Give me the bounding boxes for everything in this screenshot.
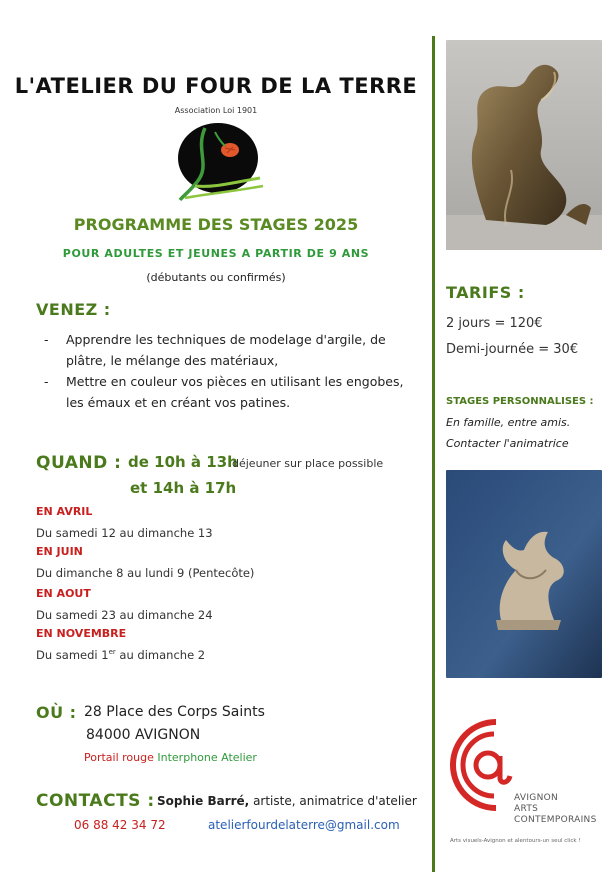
price-two-days: 2 jours = 120€ (446, 316, 543, 331)
venez-list (44, 329, 424, 413)
sculpture-photo-bottom (446, 470, 602, 678)
price-half-day: Demi-journée = 30€ (446, 342, 579, 357)
dates-april: Du samedi 12 au dimanche 13 (36, 526, 213, 540)
month-november: EN NOVEMBRE (36, 627, 127, 640)
custom-stages-heading: STAGES PERSONNALISES : (446, 396, 594, 407)
association-label: Association Loi 1901 (174, 106, 258, 115)
month-april: EN AVRIL (36, 505, 93, 518)
list-item: - Apprendre les techniques de modelage d'argile, de (44, 332, 386, 347)
contact-email[interactable]: atelierfourdelaterre@gmail.com (208, 818, 400, 832)
quand-heading: QUAND : (36, 453, 122, 473)
ou-heading: OÙ : (36, 703, 77, 722)
contact-person: Sophie Barré, artiste, animatrice d'atelier (157, 794, 417, 808)
contacts-heading: CONTACTS : (36, 791, 155, 811)
month-june: EN JUIN (36, 545, 83, 558)
dates-november: Du samedi 1er au dimanche 2 (36, 648, 206, 662)
month-august: EN AOUT (36, 587, 91, 600)
atelier-logo (175, 120, 265, 205)
aac-logo-icon (448, 716, 516, 816)
audience-label: POUR ADULTES ET JEUNES A PARTIR DE 9 ANS (62, 247, 370, 260)
custom-stages-line1: En famille, entre amis. (446, 416, 571, 429)
aac-logo-text: AVIGNON ARTS CONTEMPORAINS (514, 793, 597, 825)
list-item-cont: plâtre, le mélange des matériaux, (66, 353, 279, 368)
custom-stages-line2: Contacter l'animatrice (446, 437, 569, 450)
venez-heading: VENEZ : (36, 300, 111, 319)
page-title: L'ATELIER DU FOUR DE LA TERRE (14, 74, 418, 98)
address-city: 84000 AVIGNON (86, 727, 201, 743)
address-street: 28 Place des Corps Saints (84, 704, 265, 720)
access-info: Portail rouge Interphone Atelier (84, 751, 257, 764)
lunch-note: déjeuner sur place possible (232, 457, 384, 470)
column-divider (432, 36, 435, 872)
list-item-cont: les émaux et en créant vos patines. (66, 395, 291, 410)
time-afternoon: et 14h à 17h (130, 479, 237, 497)
programme-title: PROGRAMME DES STAGES 2025 (73, 215, 359, 234)
tarifs-heading: TARIFS : (446, 283, 525, 302)
list-item: - Mettre en couleur vos pièces en utilisant les engobes, (44, 374, 404, 389)
dates-june: Du dimanche 8 au lundi 9 (Pentecôte) (36, 566, 255, 580)
contact-phone[interactable]: 06 88 42 34 72 (74, 818, 166, 832)
sculpture-photo-top (446, 40, 602, 250)
time-morning: de 10h à 13h (128, 453, 238, 471)
logo-black-circle (178, 123, 258, 193)
level-label: (débutants ou confirmés) (146, 271, 286, 284)
dates-august: Du samedi 23 au dimanche 24 (36, 608, 213, 622)
aac-tagline: Arts visuels-Avignon et alentours-un seul click ! (450, 838, 581, 844)
